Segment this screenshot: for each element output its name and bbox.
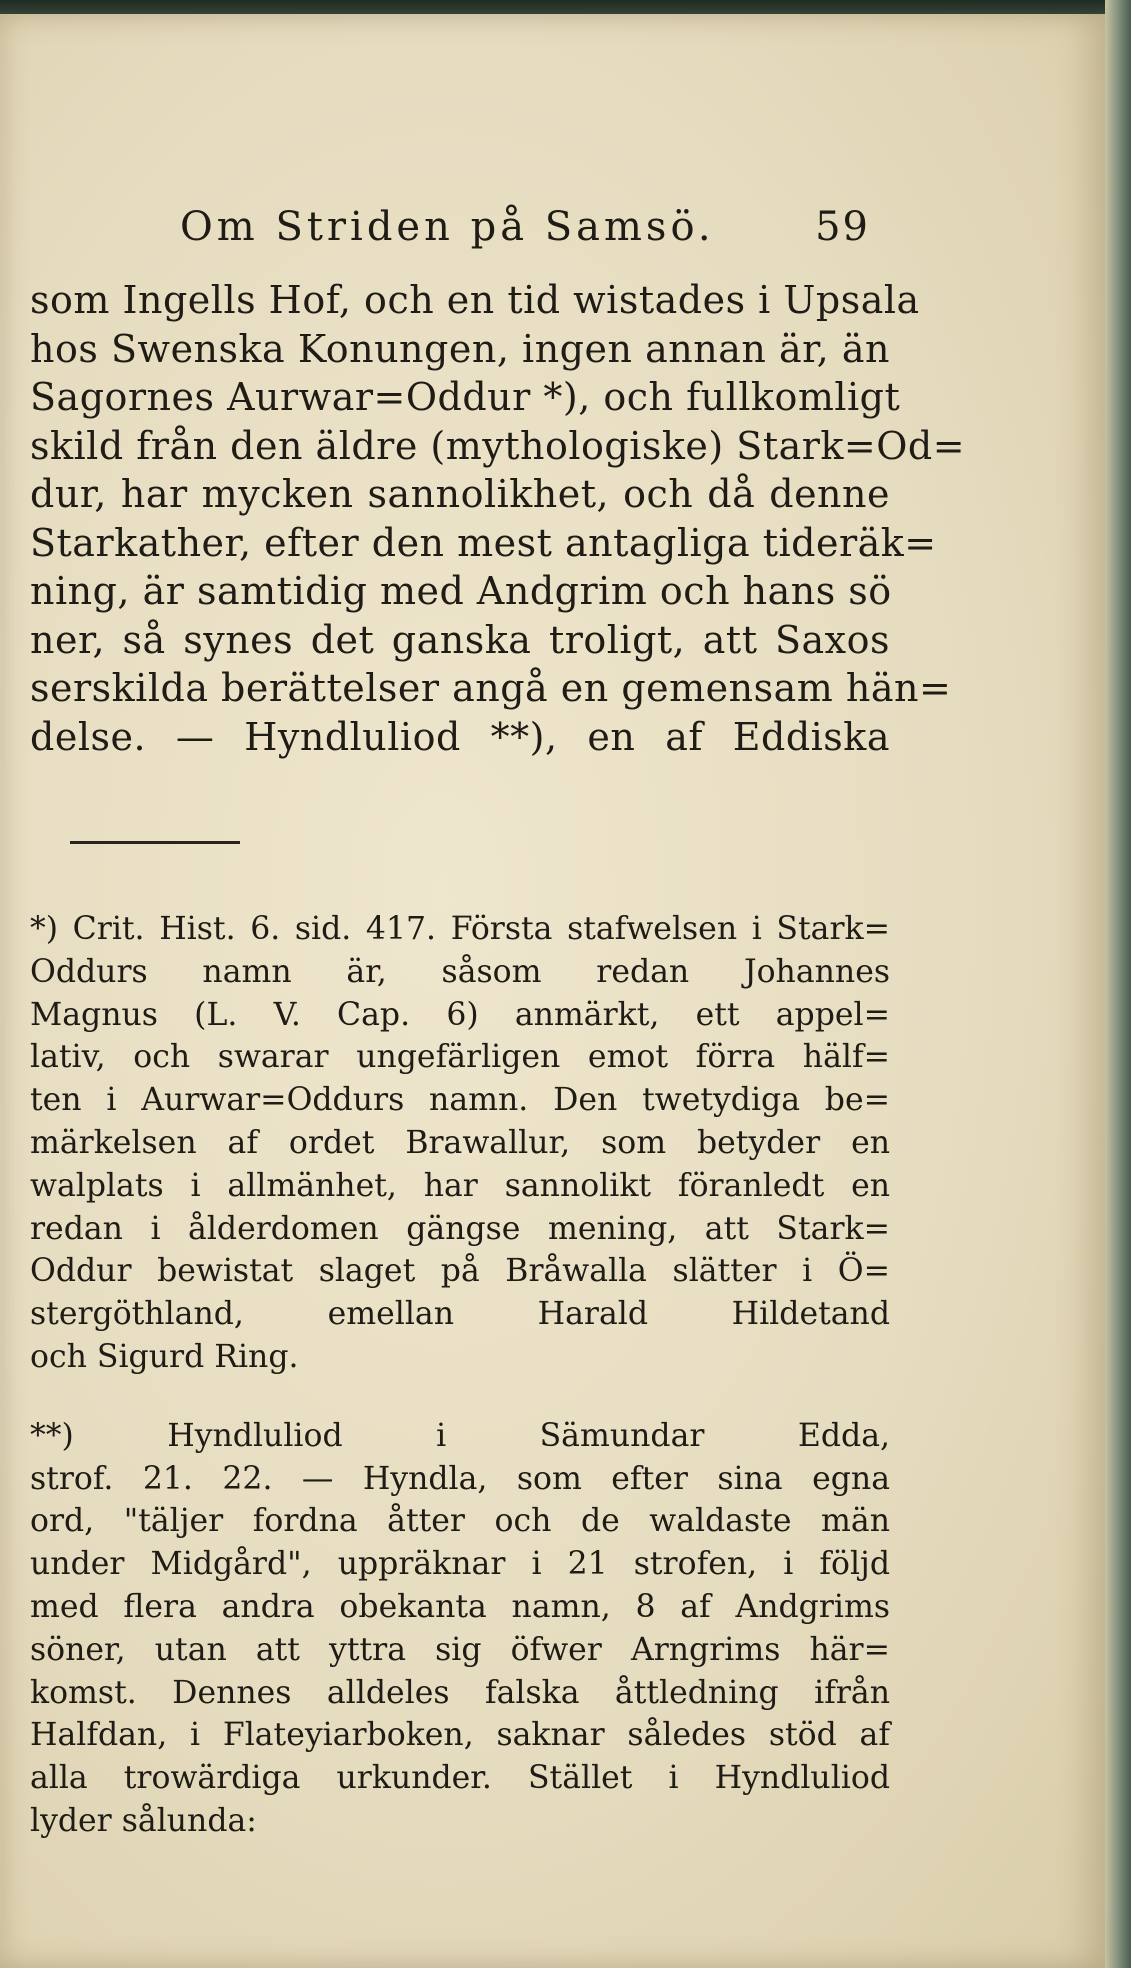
footnote-line: strof. 21. 22. — Hyndla, som efter sina egna	[30, 1460, 890, 1497]
main-text-line: som Ingells Hof, och en tid wistades i Upsala	[30, 278, 920, 322]
book-right-edge	[1105, 0, 1131, 1968]
main-text-line: ner, så synes det ganska troligt, att Saxos	[30, 617, 890, 662]
main-text-line: hos Swenska Konungen, ingen annan är, än	[30, 326, 890, 371]
footnote-line: och Sigurd Ring.	[30, 1338, 299, 1375]
footnote-line: lyder sålunda:	[30, 1802, 257, 1839]
footnote-line: lativ, och swarar ungefärligen emot förra hälf=	[30, 1039, 890, 1076]
running-head	[30, 204, 890, 250]
main-text-line: dur, har mycken sannolikhet, och då denne	[30, 472, 890, 516]
footnote-line: under Midgård", uppräknar i 21 strofen, i följd	[30, 1546, 890, 1583]
main-text-line: skild från den äldre (mythologiske) Stark=Od=	[30, 423, 966, 468]
main-text-line: Starkather, efter den mest antagliga tideräk=	[30, 520, 937, 565]
footnote-line: Oddur bewistat slaget på Bråwalla slätter i Ö=	[30, 1253, 890, 1290]
footnote-line: märkelsen af ordet Brawallur, som betyder en	[30, 1124, 890, 1161]
running-head-title: Om Striden på Samsö.	[180, 204, 715, 250]
main-paragraph	[30, 276, 966, 761]
main-text-line: delse. — Hyndluliod **), en af Eddiska	[30, 714, 890, 759]
footnote-line: Oddurs namn är, såsom redan Johannes	[30, 953, 890, 990]
footnote-line: komst. Dennes alldeles falska åttledning ifrån	[30, 1674, 890, 1711]
footnote-line: ord, "täljer fordna åtter och de waldaste män	[30, 1503, 890, 1540]
footnote-line: Magnus (L. V. Cap. 6) anmärkt, ett appel=	[30, 996, 890, 1033]
footnote-2	[30, 1415, 890, 1843]
footnote-separator-rule	[70, 841, 240, 844]
main-text-line: serskilda berättelser angå en gemensam hän=	[30, 666, 952, 710]
footnote-line: alla trowärdiga urkunder. Stället i Hyndluliod	[30, 1760, 890, 1797]
text-block	[30, 204, 966, 1843]
main-text-line: ning, är samtidig med Andgrim och hans sö	[30, 569, 892, 613]
footnote-line: redan i ålderdomen gängse mening, att Stark=	[30, 1210, 890, 1247]
page-paper	[0, 14, 1105, 1968]
page-number: 59	[815, 204, 870, 250]
footnote-line: ten i Aurwar=Oddurs namn. Den twetydiga be=	[30, 1082, 890, 1119]
footnote-line: **) Hyndluliod i Sämundar Edda,	[30, 1417, 890, 1454]
footnote-line: stergöthland, emellan Harald Hildetand	[30, 1296, 890, 1333]
footnote-1	[30, 908, 890, 1379]
footnote-line: söner, utan att yttra sig öfwer Arngrims här=	[30, 1631, 890, 1668]
main-text-line: Sagornes Aurwar=Oddur *), och fullkomligt	[30, 375, 901, 419]
footnote-line: *) Crit. Hist. 6. sid. 417. Första stafwelsen i Stark=	[30, 911, 890, 947]
footnote-line: Halfdan, i Flateyiarboken, saknar således stöd af	[30, 1717, 890, 1754]
footnote-line: med flera andra obekanta namn, 8 af Andgrims	[30, 1588, 890, 1625]
footnote-line: walplats i allmänhet, har sannolikt föranledt en	[30, 1167, 890, 1204]
